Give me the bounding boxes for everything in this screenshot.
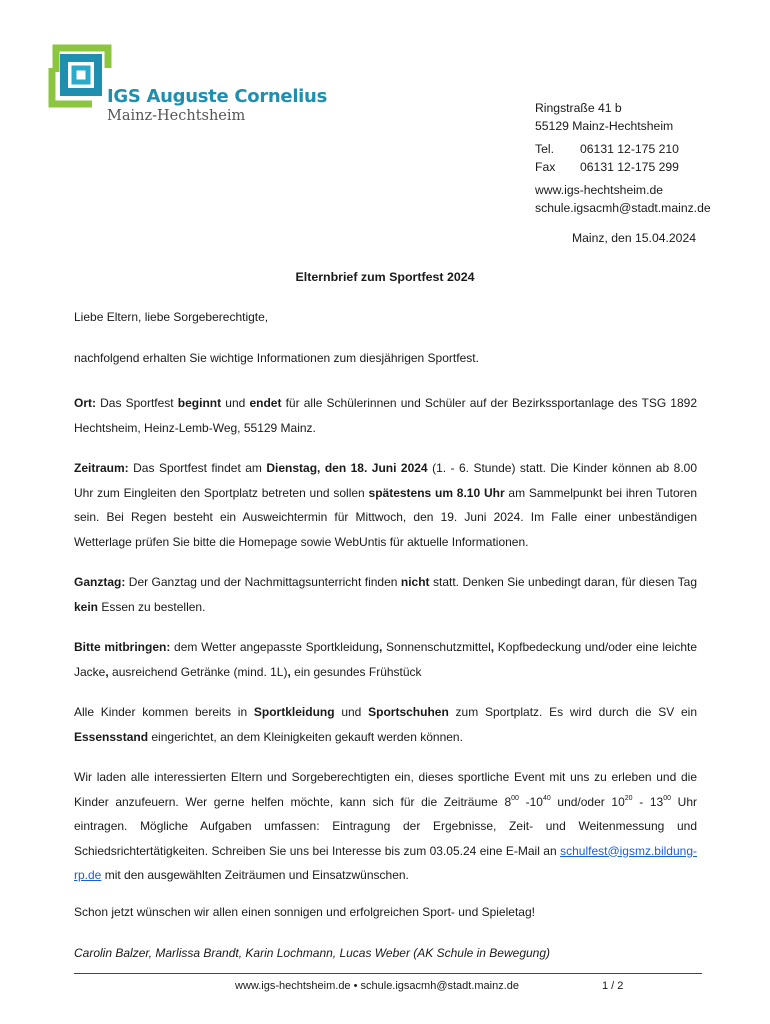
school-location: Mainz-Hechtsheim — [107, 108, 246, 124]
timeframe-paragraph: Zeitraum: Das Sportfest findet am Dienstag, den 18. Juni 2024 (1. - 6. Stunde) statt. Die Kinder können ab 8.00 Uhr zum Eingleiten den Sportplatz betreten und sollen spätestens um 8.10 Uhr am Sammelpunkt bei ihren Tutoren sein. Bei Regen besteht ein Ausweichtermin für Mittwoch, den 19. Juni 2024. Im Falle einer unbeständigen Wetterlage prüfen Sie bitte die Homepage sowie WebUntis für aktuelle Informationen. — [74, 461, 698, 549]
school-logo-icon — [48, 44, 112, 108]
bring-along-paragraph: Bitte mitbringen: dem Wetter angepasste Sportkleidung, Sonnenschutzmittel, Kopfbedeckung und/oder eine leichte Jacke, ausreichend Getränke (mind. 1L), ein gesundes Frühstück — [74, 640, 698, 679]
allday-label: Ganztag: — [74, 575, 126, 589]
allday-paragraph: Ganztag: Der Ganztag und der Nachmittagsunterricht finden nicht statt. Denken Sie unbedingt daran, für diesen Tag kein Essen zu bestellen. — [74, 575, 698, 614]
footer-contact: www.igs-hechtsheim.de • schule.igsacmh@stadt.mainz.de — [235, 980, 520, 992]
signature: Carolin Balzer, Marlissa Brandt, Karin Lochmann, Lucas Weber (AK Schule in Bewegung) — [74, 945, 551, 960]
letter-title: Elternbrief zum Sportfest 2024 — [295, 270, 475, 284]
school-name: IGS Auguste Cornelius — [107, 86, 327, 107]
address-city: 55129 Mainz-Hechtsheim — [535, 118, 674, 133]
address-street: Ringstraße 41 b — [535, 101, 622, 115]
phone-number: 06131 12-175 210 — [580, 142, 679, 156]
website: www.igs-hechtsheim.de — [535, 183, 664, 197]
location-label: Ort: — [74, 396, 96, 410]
phone-label: Tel. — [535, 142, 554, 156]
sportswear-paragraph: Alle Kinder kommen bereits in Sportkleidung und Sportschuhen zum Sportplatz. Es wird durch die SV ein Essensstand eingerichtet, an dem Kleinigkeiten gekauft werden können. — [74, 705, 697, 744]
fax-row — [535, 159, 711, 177]
timeframe-label: Zeitraum: — [74, 461, 129, 475]
letter-date: Mainz, den 15.04.2024 — [572, 231, 696, 245]
bring-along-label: Bitte mitbringen: — [74, 640, 171, 654]
email-link[interactable]: schulfest@igsmz.bildung-rp.de — [74, 843, 697, 882]
address-block — [535, 100, 711, 217]
phone-row — [535, 141, 711, 159]
letter-body — [74, 309, 697, 986]
intro-paragraph: nachfolgend erhalten Sie wichtige Informationen zum diesjährigen Sportfest. — [74, 351, 479, 365]
invitation-paragraph: Wir laden alle interessierten Eltern und Sorgeberechtigten ein, dieses sportliche Event mit uns zu erleben und die Kinder anzufeuern. Wer gerne helfen möchte, kann sich für die Zeiträume $8^{00}$ $-10^{40}$ und/oder $10^{20} - 13^{00}$ Uhr eintragen. Mögliche Aufgaben umfassen: Eintragung der Ergebnisse, Zeit- und Weitenmessung und Schiedsrichtertätigkeiten. Schreiben Sie uns bei Interesse bis zum 03.05.24 eine E-Mail an schulfest@igsmz.bildung-rp.de mit den ausgewählten Zeiträumen und Einsatzwünschen. — [74, 770, 698, 882]
school-email: schule.igsacmh@stadt.mainz.de — [535, 200, 711, 215]
page-number: 1 / 2 — [602, 980, 624, 992]
closing-paragraph: Schon jetzt wünschen wir allen einen sonnigen und erfolgreichen Sport- und Spieletag! — [74, 904, 535, 919]
fax-number: 06131 12-175 299 — [580, 159, 679, 174]
greeting: Liebe Eltern, liebe Sorgeberechtigte, — [74, 310, 269, 324]
fax-label: Fax — [535, 159, 556, 174]
location-paragraph: Ort: Das Sportfest beginnt und endet für alle Schülerinnen und Schüler auf der Bezirkssportanlage des TSG 1892 Hechtsheim, Heinz-Lemb-Weg, 55129 Mainz. — [74, 396, 698, 435]
footer-divider — [74, 973, 702, 974]
